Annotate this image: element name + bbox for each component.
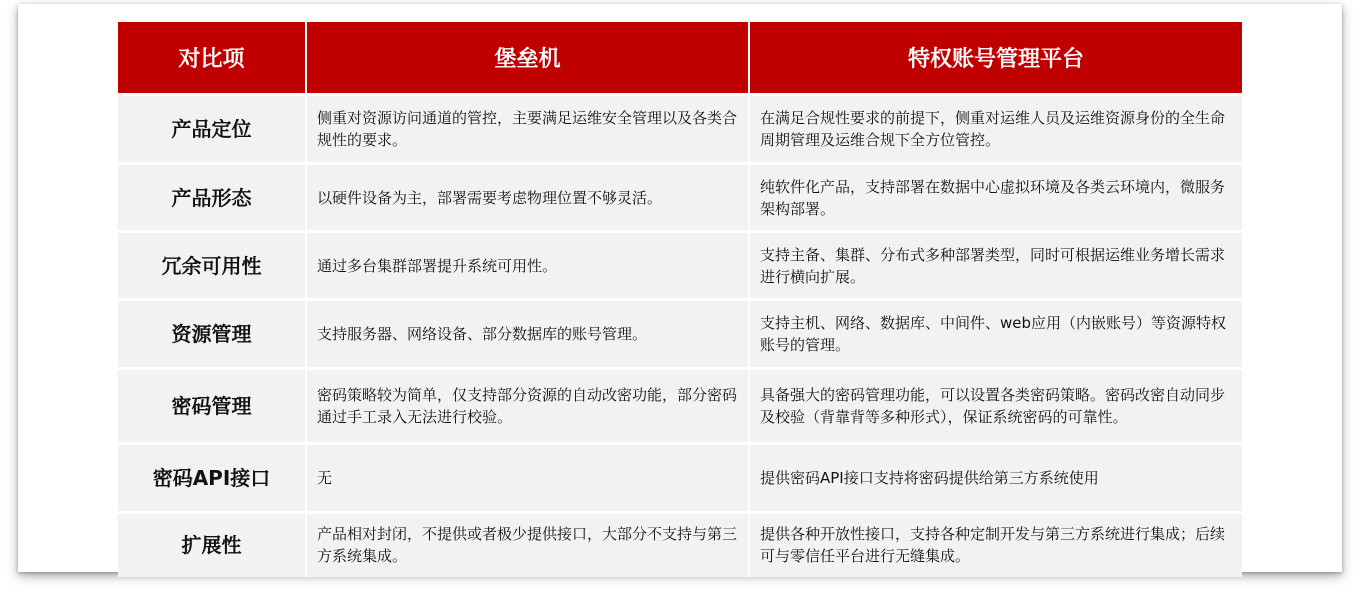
- header-pam: 特权账号管理平台: [749, 22, 1242, 95]
- pam-cell: 在满足合规性要求的前提下，侧重对运维人员及运维资源身份的全生命周期管理及运维合规下全方位管控。: [749, 95, 1242, 164]
- bastion-cell: 通过多台集群部署提升系统可用性。: [306, 232, 749, 300]
- pam-cell: 支持主备、集群、分布式多种部署类型，同时可根据运维业务增长需求进行横向扩展。: [749, 232, 1242, 300]
- pam-cell: 具备强大的密码管理功能，可以设置各类密码策略。密码改密自动同步及校验（背靠背等多种形式），保证系统密码的可靠性。: [749, 369, 1242, 444]
- bastion-cell: 产品相对封闭，不提供或者极少提供接口，大部分不支持与第三方系统集成。: [306, 513, 749, 577]
- table-row: [118, 300, 1242, 369]
- pam-cell: 支持主机、网络、数据库、中间件、web应用（内嵌账号）等资源特权账号的管理。: [749, 300, 1242, 369]
- bastion-cell: 侧重对资源访问通道的管控，主要满足运维安全管理以及各类合规性的要求。: [306, 95, 749, 164]
- comparison-table: [118, 22, 1242, 577]
- table-row: [118, 369, 1242, 444]
- pam-cell: 提供各种开放性接口，支持各种定制开发与第三方系统进行集成；后续可与零信任平台进行无缝集成。: [749, 513, 1242, 577]
- bastion-cell: 以硬件设备为主，部署需要考虑物理位置不够灵活。: [306, 164, 749, 232]
- row-item: 产品形态: [118, 164, 306, 232]
- bastion-cell: 无: [306, 444, 749, 513]
- table-row: [118, 164, 1242, 232]
- pam-cell: 提供密码API接口支持将密码提供给第三方系统使用: [749, 444, 1242, 513]
- row-item: 扩展性: [118, 513, 306, 577]
- row-item: 密码管理: [118, 369, 306, 444]
- row-item: 冗余可用性: [118, 232, 306, 300]
- header-item: 对比项: [118, 22, 306, 95]
- table-row: [118, 95, 1242, 164]
- pam-cell: 纯软件化产品，支持部署在数据中心虚拟环境及各类云环境内，微服务架构部署。: [749, 164, 1242, 232]
- bastion-cell: 密码策略较为简单，仅支持部分资源的自动改密功能，部分密码通过手工录入无法进行校验。: [306, 369, 749, 444]
- row-item: 资源管理: [118, 300, 306, 369]
- row-item: 产品定位: [118, 95, 306, 164]
- row-item: 密码API接口: [118, 444, 306, 513]
- table-header-row: [118, 22, 1242, 95]
- table-row: [118, 513, 1242, 577]
- header-bastion: 堡垒机: [306, 22, 749, 95]
- bastion-cell: 支持服务器、网络设备、部分数据库的账号管理。: [306, 300, 749, 369]
- table-row: [118, 444, 1242, 513]
- table-row: [118, 232, 1242, 300]
